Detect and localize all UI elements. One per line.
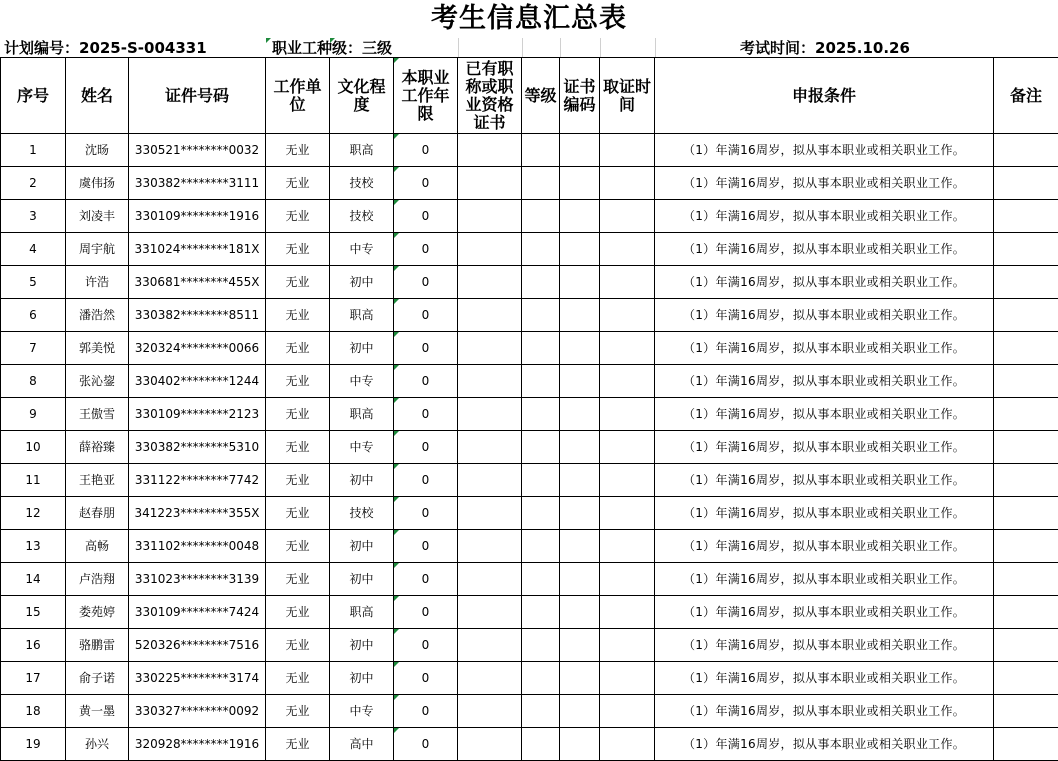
- remark-cell[interactable]: [994, 200, 1058, 233]
- certificate-code-cell[interactable]: [560, 233, 600, 266]
- table-row: [1, 398, 1058, 431]
- header-cell[interactable]: 证书编码: [560, 58, 600, 134]
- certificate-code-cell[interactable]: [560, 563, 600, 596]
- grade-cell[interactable]: [522, 266, 560, 299]
- remark-cell[interactable]: [994, 134, 1058, 167]
- serial-cell[interactable]: 2: [1, 167, 66, 200]
- certificate-cell[interactable]: [458, 497, 522, 530]
- workplace-cell[interactable]: 无业: [266, 464, 330, 497]
- table-row: [1, 497, 1058, 530]
- workplace-cell[interactable]: 无业: [266, 497, 330, 530]
- header-cell[interactable]: 序号: [1, 58, 66, 134]
- certificate-code-cell[interactable]: [560, 134, 600, 167]
- cell-note-marker: [394, 398, 399, 403]
- certificate-cell[interactable]: [458, 695, 522, 728]
- table-row: [1, 563, 1058, 596]
- cell-divider: [560, 38, 561, 58]
- work-years-cell[interactable]: 0: [394, 464, 458, 497]
- education-cell[interactable]: 职高: [330, 596, 394, 629]
- name-cell[interactable]: 孙兴: [66, 728, 129, 761]
- remark-cell[interactable]: [994, 695, 1058, 728]
- id-number-cell[interactable]: 330681********455X: [129, 266, 266, 299]
- certificate-cell[interactable]: [458, 365, 522, 398]
- certificate-cell[interactable]: [458, 134, 522, 167]
- workplace-cell[interactable]: 无业: [266, 200, 330, 233]
- certificate-cell[interactable]: [458, 563, 522, 596]
- cell-divider: [655, 38, 656, 58]
- name-cell[interactable]: 赵春朋: [66, 497, 129, 530]
- grade-cell[interactable]: [522, 497, 560, 530]
- education-cell[interactable]: 初中: [330, 332, 394, 365]
- occupation-level: 职业工种级：三级: [272, 39, 393, 57]
- cell-note-marker: [394, 266, 399, 271]
- id-number-cell[interactable]: 320324********0066: [129, 332, 266, 365]
- id-number-cell[interactable]: 520326********7516: [129, 629, 266, 662]
- certificate-code-cell[interactable]: [560, 728, 600, 761]
- education-cell[interactable]: 职高: [330, 398, 394, 431]
- certificate-code-cell[interactable]: [560, 530, 600, 563]
- serial-cell[interactable]: 7: [1, 332, 66, 365]
- table-row: [1, 530, 1058, 563]
- workplace-cell[interactable]: 无业: [266, 629, 330, 662]
- remark-cell[interactable]: [994, 266, 1058, 299]
- certified-date-cell[interactable]: [600, 431, 655, 464]
- header-row: [1, 58, 1058, 134]
- certified-date-cell[interactable]: [600, 695, 655, 728]
- certificate-code-cell[interactable]: [560, 167, 600, 200]
- table-row: [1, 596, 1058, 629]
- certificate-cell[interactable]: [458, 596, 522, 629]
- name-cell[interactable]: 周宇航: [66, 233, 129, 266]
- cell-note-marker: [394, 464, 399, 469]
- remark-cell[interactable]: [994, 464, 1058, 497]
- remark-cell[interactable]: [994, 563, 1058, 596]
- header-cell[interactable]: 等级: [522, 58, 560, 134]
- condition-cell[interactable]: （1）年满16周岁，拟从事本职业或相关职业工作。: [655, 233, 994, 266]
- certified-date-cell[interactable]: [600, 398, 655, 431]
- workplace-cell[interactable]: 无业: [266, 134, 330, 167]
- certified-date-cell[interactable]: [600, 464, 655, 497]
- grade-cell[interactable]: [522, 134, 560, 167]
- id-number-cell[interactable]: 320928********1916: [129, 728, 266, 761]
- id-number-cell[interactable]: 330109********1916: [129, 200, 266, 233]
- id-number-cell[interactable]: 330109********2123: [129, 398, 266, 431]
- certificate-cell[interactable]: [458, 530, 522, 563]
- certified-date-cell[interactable]: [600, 563, 655, 596]
- cell-divider: [600, 38, 601, 58]
- certificate-code-cell[interactable]: [560, 398, 600, 431]
- table-row: [1, 464, 1058, 497]
- name-cell[interactable]: 薛裕臻: [66, 431, 129, 464]
- grade-cell[interactable]: [522, 299, 560, 332]
- condition-cell[interactable]: （1）年满16周岁，拟从事本职业或相关职业工作。: [655, 563, 994, 596]
- certificate-code-cell[interactable]: [560, 464, 600, 497]
- certificate-cell[interactable]: [458, 662, 522, 695]
- header-cell[interactable]: 备注: [994, 58, 1058, 134]
- cell-note-marker: [330, 38, 335, 43]
- remark-cell[interactable]: [994, 497, 1058, 530]
- cell-note-marker: [266, 38, 271, 43]
- workplace-cell[interactable]: 无业: [266, 299, 330, 332]
- certified-date-cell[interactable]: [600, 629, 655, 662]
- certified-date-cell[interactable]: [600, 233, 655, 266]
- table-row: [1, 662, 1058, 695]
- condition-cell[interactable]: （1）年满16周岁，拟从事本职业或相关职业工作。: [655, 134, 994, 167]
- work-years-cell[interactable]: 0: [394, 134, 458, 167]
- grade-cell[interactable]: [522, 728, 560, 761]
- remark-cell[interactable]: [994, 431, 1058, 464]
- certified-date-cell[interactable]: [600, 332, 655, 365]
- name-cell[interactable]: 王艳亚: [66, 464, 129, 497]
- serial-cell[interactable]: 16: [1, 629, 66, 662]
- remark-cell[interactable]: [994, 728, 1058, 761]
- certified-date-cell[interactable]: [600, 134, 655, 167]
- workplace-cell[interactable]: 无业: [266, 431, 330, 464]
- education-cell[interactable]: 职高: [330, 134, 394, 167]
- condition-cell[interactable]: （1）年满16周岁，拟从事本职业或相关职业工作。: [655, 266, 994, 299]
- grade-cell[interactable]: [522, 596, 560, 629]
- certificate-code-cell[interactable]: [560, 497, 600, 530]
- cell-note-marker: [394, 200, 399, 205]
- certified-date-cell[interactable]: [600, 497, 655, 530]
- header-cell[interactable]: 已有职称或职业资格证书: [458, 58, 522, 134]
- education-cell[interactable]: 技校: [330, 200, 394, 233]
- condition-cell[interactable]: （1）年满16周岁，拟从事本职业或相关职业工作。: [655, 200, 994, 233]
- remark-cell[interactable]: [994, 596, 1058, 629]
- remark-cell[interactable]: [994, 662, 1058, 695]
- remark-cell[interactable]: [994, 233, 1058, 266]
- table-row: [1, 728, 1058, 761]
- certified-date-cell[interactable]: [600, 662, 655, 695]
- name-cell[interactable]: 潘浩然: [66, 299, 129, 332]
- condition-cell[interactable]: （1）年满16周岁，拟从事本职业或相关职业工作。: [655, 629, 994, 662]
- cell-note-marker: [394, 167, 399, 172]
- education-cell[interactable]: 初中: [330, 266, 394, 299]
- workplace-cell[interactable]: 无业: [266, 233, 330, 266]
- id-number-cell[interactable]: 331023********3139: [129, 563, 266, 596]
- serial-cell[interactable]: 8: [1, 365, 66, 398]
- id-number-cell[interactable]: 341223********355X: [129, 497, 266, 530]
- certificate-cell[interactable]: [458, 167, 522, 200]
- table-row: [1, 266, 1058, 299]
- candidate-table: [0, 57, 1058, 761]
- certificate-cell[interactable]: [458, 431, 522, 464]
- education-cell[interactable]: 初中: [330, 662, 394, 695]
- serial-cell[interactable]: 14: [1, 563, 66, 596]
- certificate-cell[interactable]: [458, 464, 522, 497]
- serial-cell[interactable]: 9: [1, 398, 66, 431]
- work-years-cell[interactable]: 0: [394, 596, 458, 629]
- workplace-cell[interactable]: 无业: [266, 398, 330, 431]
- certified-date-cell[interactable]: [600, 266, 655, 299]
- id-number-cell[interactable]: 330327********0092: [129, 695, 266, 728]
- table-row: [1, 200, 1058, 233]
- table-row: [1, 431, 1058, 464]
- condition-cell[interactable]: （1）年满16周岁，拟从事本职业或相关职业工作。: [655, 464, 994, 497]
- cell-note-marker: [394, 695, 399, 700]
- serial-cell[interactable]: 4: [1, 233, 66, 266]
- name-cell[interactable]: 高畅: [66, 530, 129, 563]
- work-years-cell[interactable]: 0: [394, 299, 458, 332]
- serial-cell[interactable]: 18: [1, 695, 66, 728]
- serial-cell[interactable]: 19: [1, 728, 66, 761]
- cell-note-marker: [394, 431, 399, 436]
- table-body: [1, 134, 1058, 761]
- serial-cell[interactable]: 12: [1, 497, 66, 530]
- education-cell[interactable]: 高中: [330, 728, 394, 761]
- workplace-cell[interactable]: 无业: [266, 332, 330, 365]
- education-cell[interactable]: 初中: [330, 629, 394, 662]
- certified-date-cell[interactable]: [600, 530, 655, 563]
- header-cell[interactable]: 证件号码: [129, 58, 266, 134]
- name-cell[interactable]: 许浩: [66, 266, 129, 299]
- serial-cell[interactable]: 10: [1, 431, 66, 464]
- workplace-cell[interactable]: 无业: [266, 167, 330, 200]
- header-cell[interactable]: 文化程度: [330, 58, 394, 134]
- cell-divider: [522, 38, 523, 58]
- cell-note-marker: [394, 530, 399, 535]
- condition-cell[interactable]: （1）年满16周岁，拟从事本职业或相关职业工作。: [655, 299, 994, 332]
- table-row: [1, 332, 1058, 365]
- header-cell[interactable]: 申报条件: [655, 58, 994, 134]
- grade-cell[interactable]: [522, 629, 560, 662]
- remark-cell[interactable]: [994, 167, 1058, 200]
- condition-cell[interactable]: （1）年满16周岁，拟从事本职业或相关职业工作。: [655, 530, 994, 563]
- certificate-cell[interactable]: [458, 299, 522, 332]
- education-cell[interactable]: 技校: [330, 497, 394, 530]
- certificate-code-cell[interactable]: [560, 299, 600, 332]
- name-cell[interactable]: 娄苑婷: [66, 596, 129, 629]
- id-number-cell[interactable]: 330109********7424: [129, 596, 266, 629]
- condition-cell[interactable]: （1）年满16周岁，拟从事本职业或相关职业工作。: [655, 431, 994, 464]
- condition-cell[interactable]: （1）年满16周岁，拟从事本职业或相关职业工作。: [655, 167, 994, 200]
- education-cell[interactable]: 技校: [330, 167, 394, 200]
- grade-cell[interactable]: [522, 662, 560, 695]
- table-row: [1, 629, 1058, 662]
- id-number-cell[interactable]: 330225********3174: [129, 662, 266, 695]
- exam-date: 考试时间：2025.10.26: [740, 39, 910, 57]
- serial-cell[interactable]: 5: [1, 266, 66, 299]
- work-years-cell[interactable]: 0: [394, 728, 458, 761]
- remark-cell[interactable]: [994, 398, 1058, 431]
- grade-cell[interactable]: [522, 233, 560, 266]
- header-cell[interactable]: 工作单位: [266, 58, 330, 134]
- work-years-cell[interactable]: 0: [394, 530, 458, 563]
- certified-date-cell[interactable]: [600, 365, 655, 398]
- id-number-cell[interactable]: 330402********1244: [129, 365, 266, 398]
- work-years-cell[interactable]: 0: [394, 563, 458, 596]
- name-cell[interactable]: 卢浩翔: [66, 563, 129, 596]
- cell-note-marker: [394, 365, 399, 370]
- certificate-cell[interactable]: [458, 266, 522, 299]
- certificate-cell[interactable]: [458, 233, 522, 266]
- cell-note-marker: [394, 134, 399, 139]
- grade-cell[interactable]: [522, 464, 560, 497]
- header-cell[interactable]: 取证时间: [600, 58, 655, 134]
- table-row: [1, 299, 1058, 332]
- condition-cell[interactable]: （1）年满16周岁，拟从事本职业或相关职业工作。: [655, 662, 994, 695]
- grade-cell[interactable]: [522, 431, 560, 464]
- id-number-cell[interactable]: 330382********5310: [129, 431, 266, 464]
- cell-note-marker: [394, 299, 399, 304]
- remark-cell[interactable]: [994, 332, 1058, 365]
- certificate-cell[interactable]: [458, 200, 522, 233]
- name-cell[interactable]: 沈旸: [66, 134, 129, 167]
- condition-cell[interactable]: （1）年满16周岁，拟从事本职业或相关职业工作。: [655, 596, 994, 629]
- remark-cell[interactable]: [994, 530, 1058, 563]
- condition-cell[interactable]: （1）年满16周岁，拟从事本职业或相关职业工作。: [655, 728, 994, 761]
- education-cell[interactable]: 中专: [330, 365, 394, 398]
- workplace-cell[interactable]: 无业: [266, 365, 330, 398]
- grade-cell[interactable]: [522, 695, 560, 728]
- certified-date-cell[interactable]: [600, 299, 655, 332]
- table-row: [1, 167, 1058, 200]
- remark-cell[interactable]: [994, 629, 1058, 662]
- certificate-code-cell[interactable]: [560, 266, 600, 299]
- name-cell[interactable]: 郭美悦: [66, 332, 129, 365]
- workplace-cell[interactable]: 无业: [266, 530, 330, 563]
- table-row: [1, 365, 1058, 398]
- certificate-code-cell[interactable]: [560, 695, 600, 728]
- plan-number: 计划编号：2025-S-004331: [4, 39, 207, 57]
- name-cell[interactable]: 黄一墨: [66, 695, 129, 728]
- education-cell[interactable]: 初中: [330, 464, 394, 497]
- education-cell[interactable]: 中专: [330, 431, 394, 464]
- education-cell[interactable]: 职高: [330, 299, 394, 332]
- serial-cell[interactable]: 13: [1, 530, 66, 563]
- certificate-code-cell[interactable]: [560, 200, 600, 233]
- work-years-cell[interactable]: 0: [394, 662, 458, 695]
- workplace-cell[interactable]: 无业: [266, 695, 330, 728]
- serial-cell[interactable]: 11: [1, 464, 66, 497]
- cell-divider: [458, 38, 459, 58]
- certificate-cell[interactable]: [458, 332, 522, 365]
- id-number-cell[interactable]: 331122********7742: [129, 464, 266, 497]
- cell-note-marker: [394, 629, 399, 634]
- certificate-code-cell[interactable]: [560, 431, 600, 464]
- name-cell[interactable]: 俞子诺: [66, 662, 129, 695]
- cell-note-marker: [394, 233, 399, 238]
- work-years-cell[interactable]: 0: [394, 365, 458, 398]
- grade-cell[interactable]: [522, 365, 560, 398]
- work-years-cell[interactable]: 0: [394, 332, 458, 365]
- education-cell[interactable]: 中专: [330, 695, 394, 728]
- cell-note-marker: [394, 563, 399, 568]
- work-years-cell[interactable]: 0: [394, 266, 458, 299]
- condition-cell[interactable]: （1）年满16周岁，拟从事本职业或相关职业工作。: [655, 695, 994, 728]
- education-cell[interactable]: 中专: [330, 233, 394, 266]
- cell-note-marker: [394, 58, 399, 63]
- serial-cell[interactable]: 6: [1, 299, 66, 332]
- work-years-cell[interactable]: 0: [394, 233, 458, 266]
- grade-cell[interactable]: [522, 530, 560, 563]
- grade-cell[interactable]: [522, 398, 560, 431]
- certified-date-cell[interactable]: [600, 167, 655, 200]
- cell-note-marker: [394, 332, 399, 337]
- workplace-cell[interactable]: 无业: [266, 662, 330, 695]
- cell-note-marker: [394, 596, 399, 601]
- name-cell[interactable]: 张沁鋆: [66, 365, 129, 398]
- header-cell[interactable]: 姓名: [66, 58, 129, 134]
- serial-cell[interactable]: 1: [1, 134, 66, 167]
- work-years-cell[interactable]: 0: [394, 398, 458, 431]
- certificate-code-cell[interactable]: [560, 596, 600, 629]
- work-years-cell[interactable]: 0: [394, 497, 458, 530]
- condition-cell[interactable]: （1）年满16周岁，拟从事本职业或相关职业工作。: [655, 332, 994, 365]
- sheet-title: 考生信息汇总表: [431, 3, 627, 34]
- certified-date-cell[interactable]: [600, 596, 655, 629]
- cell-note-marker: [394, 728, 399, 733]
- work-years-cell[interactable]: 0: [394, 167, 458, 200]
- certificate-cell[interactable]: [458, 728, 522, 761]
- workplace-cell[interactable]: 无业: [266, 563, 330, 596]
- certified-date-cell[interactable]: [600, 728, 655, 761]
- condition-cell[interactable]: （1）年满16周岁，拟从事本职业或相关职业工作。: [655, 398, 994, 431]
- grade-cell[interactable]: [522, 200, 560, 233]
- condition-cell[interactable]: （1）年满16周岁，拟从事本职业或相关职业工作。: [655, 365, 994, 398]
- table-row: [1, 134, 1058, 167]
- name-cell[interactable]: 骆鹏雷: [66, 629, 129, 662]
- certificate-code-cell[interactable]: [560, 332, 600, 365]
- grade-cell[interactable]: [522, 167, 560, 200]
- certificate-code-cell[interactable]: [560, 662, 600, 695]
- serial-cell[interactable]: 17: [1, 662, 66, 695]
- serial-cell[interactable]: 15: [1, 596, 66, 629]
- grade-cell[interactable]: [522, 332, 560, 365]
- work-years-cell[interactable]: 0: [394, 695, 458, 728]
- education-cell[interactable]: 初中: [330, 563, 394, 596]
- table-row: [1, 695, 1058, 728]
- id-number-cell[interactable]: 331102********0048: [129, 530, 266, 563]
- work-years-cell[interactable]: 0: [394, 431, 458, 464]
- workplace-cell[interactable]: 无业: [266, 596, 330, 629]
- cell-note-marker: [394, 497, 399, 502]
- header-cell[interactable]: 本职业工作年限: [394, 58, 458, 134]
- id-number-cell[interactable]: 331024********181X: [129, 233, 266, 266]
- serial-cell[interactable]: 3: [1, 200, 66, 233]
- id-number-cell[interactable]: 330382********8511: [129, 299, 266, 332]
- name-cell[interactable]: 刘凌丰: [66, 200, 129, 233]
- remark-cell[interactable]: [994, 365, 1058, 398]
- certificate-cell[interactable]: [458, 398, 522, 431]
- workplace-cell[interactable]: 无业: [266, 728, 330, 761]
- certified-date-cell[interactable]: [600, 200, 655, 233]
- cell-note-marker: [394, 662, 399, 667]
- condition-cell[interactable]: （1）年满16周岁，拟从事本职业或相关职业工作。: [655, 497, 994, 530]
- workplace-cell[interactable]: 无业: [266, 266, 330, 299]
- work-years-cell[interactable]: 0: [394, 200, 458, 233]
- remark-cell[interactable]: [994, 299, 1058, 332]
- education-cell[interactable]: 初中: [330, 530, 394, 563]
- name-cell[interactable]: 虞伟扬: [66, 167, 129, 200]
- work-years-cell[interactable]: 0: [394, 629, 458, 662]
- certificate-code-cell[interactable]: [560, 629, 600, 662]
- certificate-code-cell[interactable]: [560, 365, 600, 398]
- name-cell[interactable]: 王傲雪: [66, 398, 129, 431]
- id-number-cell[interactable]: 330382********3111: [129, 167, 266, 200]
- grade-cell[interactable]: [522, 563, 560, 596]
- id-number-cell[interactable]: 330521********0032: [129, 134, 266, 167]
- certificate-cell[interactable]: [458, 629, 522, 662]
- table-row: [1, 233, 1058, 266]
